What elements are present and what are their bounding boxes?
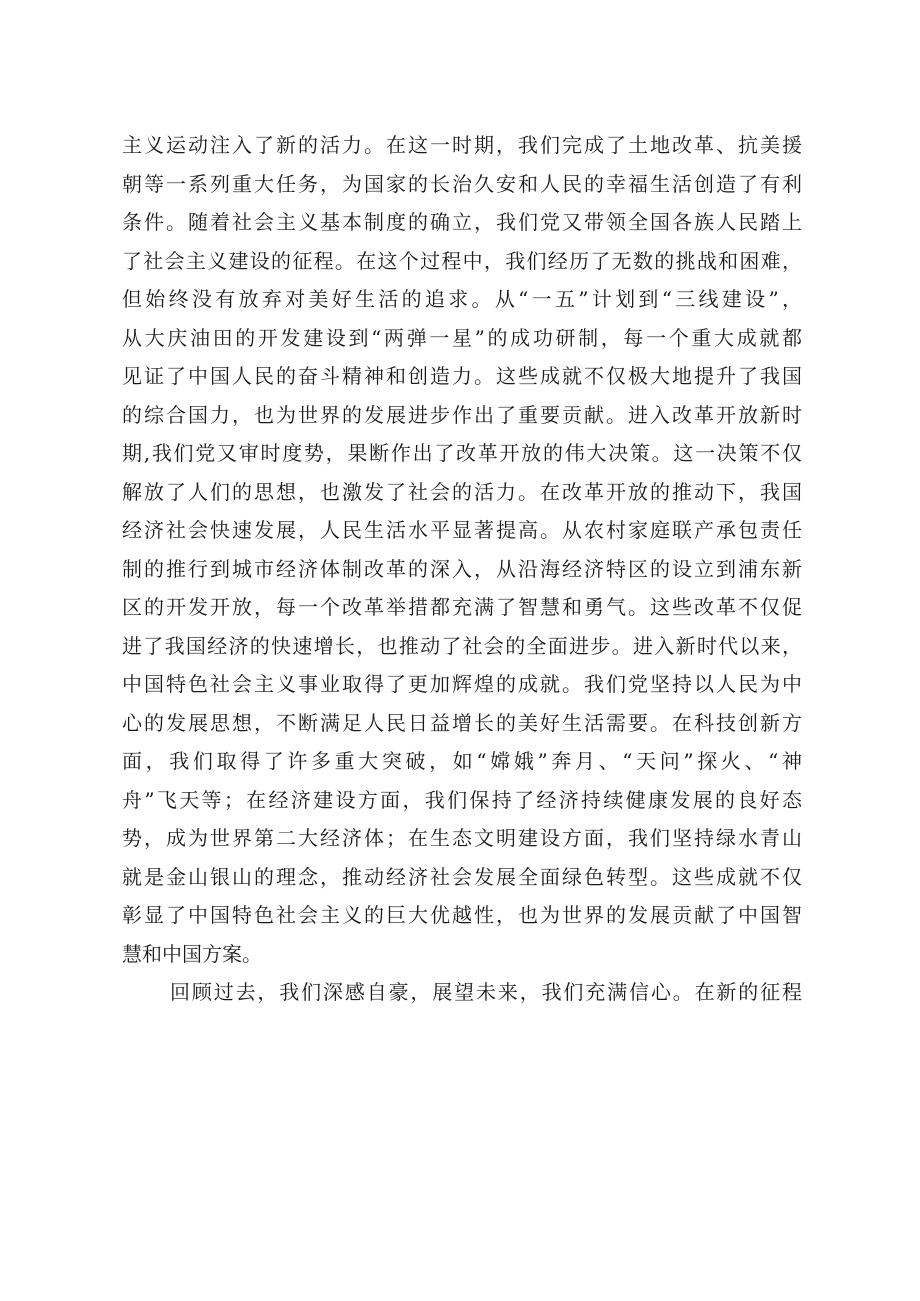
paragraph-2	[122, 973, 802, 1012]
text-line: 彰显了中国特色社会主义的巨大优越性，也为世界的发展贡献了中国智	[122, 903, 802, 927]
text-line: 但始终没有放弃对美好生活的追求。从“一五”计划到“三线建设”，	[122, 287, 802, 311]
text-line: 的综合国力，也为世界的发展进步作出了重要贡献。进入改革开放新时	[122, 402, 802, 427]
text-line: 中国特色社会主义事业取得了更加辉煌的成就。我们党坚持以人民为中	[122, 672, 802, 696]
text-line: 期,我们党又审时度势，果断作出了改革开放的伟大决策。这一决策不仅	[122, 441, 802, 465]
text-line: 进了我国经济的快速增长，也推动了社会的全面进步。进入新时代以来，	[122, 633, 802, 658]
text-line: 区的开发开放，每一个改革举措都充满了智慧和勇气。这些改革不仅促	[122, 595, 802, 619]
text-line: 就是金山银山的理念，推动经济社会发展全面绿色转型。这些成就不仅	[122, 864, 802, 889]
text-line: 制的推行到城市经济体制改革的深入，从沿海经济特区的设立到浦东新	[122, 556, 802, 581]
text-line: 从大庆油田的开发建设到“两弹一星”的成功研制，每一个重大成就都	[122, 325, 802, 350]
text-line: 见证了中国人民的奋斗精神和创造力。这些成就不仅极大地提升了我国	[122, 364, 802, 388]
paragraph-1	[122, 126, 802, 973]
text-line: 解放了人们的思想，也激发了社会的活力。在改革开放的推动下，我国	[122, 479, 802, 504]
text-line: 心的发展思想，不断满足人民日益增长的美好生活需要。在科技创新方	[122, 710, 802, 735]
text-line: 面，我们取得了许多重大突破，如“嫦娥”奔月、“天问”探火、“神	[122, 749, 802, 773]
text-line: 朝等一系列重大任务，为国家的长治久安和人民的幸福生活创造了有利	[122, 171, 802, 196]
text-line: 慧和中国方案。	[122, 941, 262, 966]
text-line: 经济社会快速发展，人民生活水平显著提高。从农村家庭联产承包责任	[122, 518, 802, 542]
text-line: 势，成为世界第二大经济体；在生态文明建设方面，我们坚持绿水青山	[122, 826, 802, 850]
text-line: 回顾过去，我们深感自豪，展望未来，我们充满信心。在新的征程	[170, 980, 802, 1004]
text-line: 条件。随着社会主义基本制度的确立，我们党又带领全国各族人民踏上	[122, 210, 802, 234]
text-line: 主义运动注入了新的活力。在这一时期，我们完成了土地改革、抗美援	[122, 133, 802, 157]
body-text	[122, 126, 802, 1012]
text-line: 舟”飞天等；在经济建设方面，我们保持了经济持续健康发展的良好态	[122, 787, 802, 812]
text-line: 了社会主义建设的征程。在这个过程中，我们经历了无数的挑战和困难，	[122, 248, 802, 273]
